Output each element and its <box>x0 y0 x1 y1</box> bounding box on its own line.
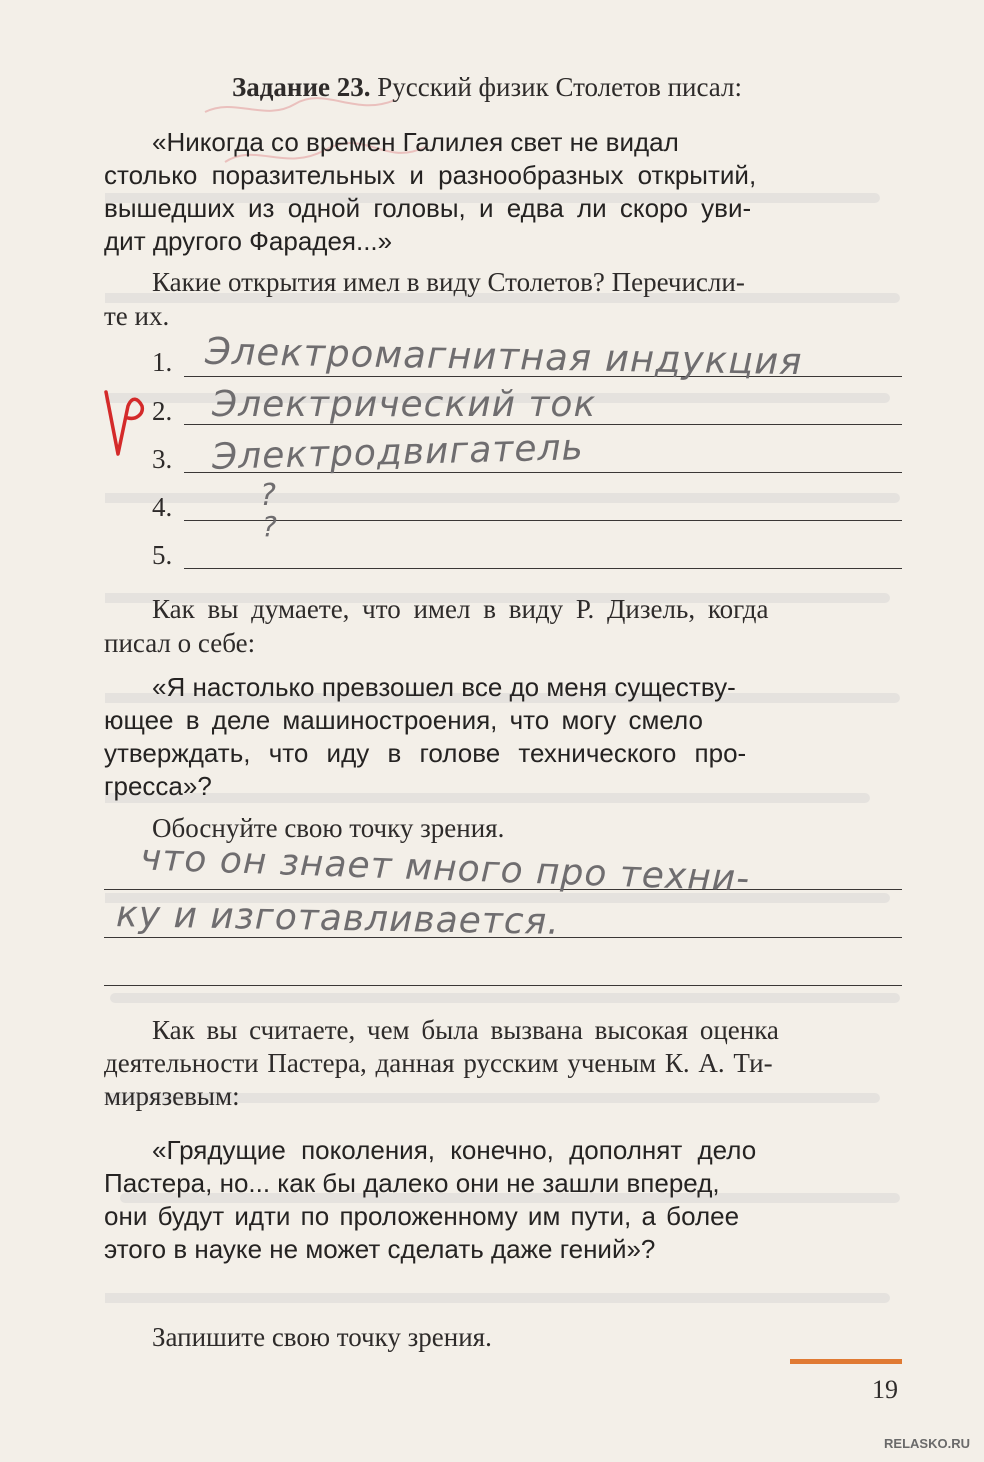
handwritten-answer-3: Электродвигатель <box>211 427 585 478</box>
quote1-line-4: дит другого Фарадея...» <box>104 226 393 256</box>
page-number: 19 <box>872 1375 898 1404</box>
handwritten-answer2-line-2: ку и изготавливается. <box>115 894 561 943</box>
task-heading <box>232 72 742 103</box>
quote3-line-4: этого в науке не может сделать даже гений»? <box>104 1234 656 1264</box>
quote1-line-1: «Никогда со времен Галилея свет не видал <box>152 127 679 157</box>
handwritten-answer-1: Электромагнитная индукция <box>204 329 803 384</box>
task-label: Задание 23. <box>232 72 371 102</box>
watermark: RELASKO.RU <box>884 1436 970 1451</box>
list-number-1: 1. <box>152 347 173 377</box>
prompt2: Обоснуйте свою точку зрения. <box>152 813 505 843</box>
footer-accent-bar <box>790 1359 902 1364</box>
task-intro: Русский физик Столетов писал: <box>377 72 742 102</box>
quote2-line-3: утверждать, что иду в голове технического про- <box>104 738 747 768</box>
question2-line-2: писал о себе: <box>104 628 256 658</box>
list-number-2: 2. <box>152 396 173 426</box>
quote1-line-2: столько поразительных и разнообразных открытий, <box>104 160 757 190</box>
quote1-line-3: вышедших из одной головы, и едва ли скоро уви- <box>104 193 752 223</box>
answer-line-5[interactable] <box>184 568 902 569</box>
quote3-line-1: «Грядущие поколения, конечно, дополнят дело <box>152 1135 757 1165</box>
question3-line-3: мирязевым: <box>104 1081 240 1111</box>
question3-line-2: деятельности Пастера, данная русским ученым К. А. Ти- <box>104 1048 773 1078</box>
answer2-line-3[interactable] <box>104 985 902 986</box>
quote2-line-1: «Я настолько превзошел все до меня существу- <box>152 672 736 702</box>
quote2-line-4: гресса»? <box>104 771 212 801</box>
list-number-5: 5. <box>152 540 173 570</box>
quote3-line-3: они будут идти по проложенному им пути, а более <box>104 1201 740 1231</box>
red-check-mark-icon <box>102 384 152 464</box>
question2-line-1: Как вы думаете, что имел в виду Р. Дизель, когда <box>152 594 769 624</box>
handwritten-answer-2: Электрический ток <box>212 384 597 425</box>
list-number-3: 3. <box>152 444 173 474</box>
quote3-line-2: Пастера, но... как бы далеко они не зашли вперед, <box>104 1168 720 1198</box>
handwritten-answer-4: ? <box>260 478 277 513</box>
question1-line-1: Какие открытия имел в виду Столетов? Перечисли- <box>152 267 745 297</box>
answer-line-4[interactable] <box>184 520 902 521</box>
list-number-4: 4. <box>152 492 173 522</box>
question1-line-2: те их. <box>104 301 170 331</box>
quote2-line-2: ющее в деле машиностроения, что могу смело <box>104 705 703 735</box>
handwritten-answer-5: ? <box>262 510 278 543</box>
question3-line-1: Как вы считаете, чем была вызвана высокая оценка <box>152 1015 779 1045</box>
handwritten-answer2-line-1: что он знает много про техни- <box>139 837 751 900</box>
prompt3: Запишите свою точку зрения. <box>152 1322 492 1352</box>
